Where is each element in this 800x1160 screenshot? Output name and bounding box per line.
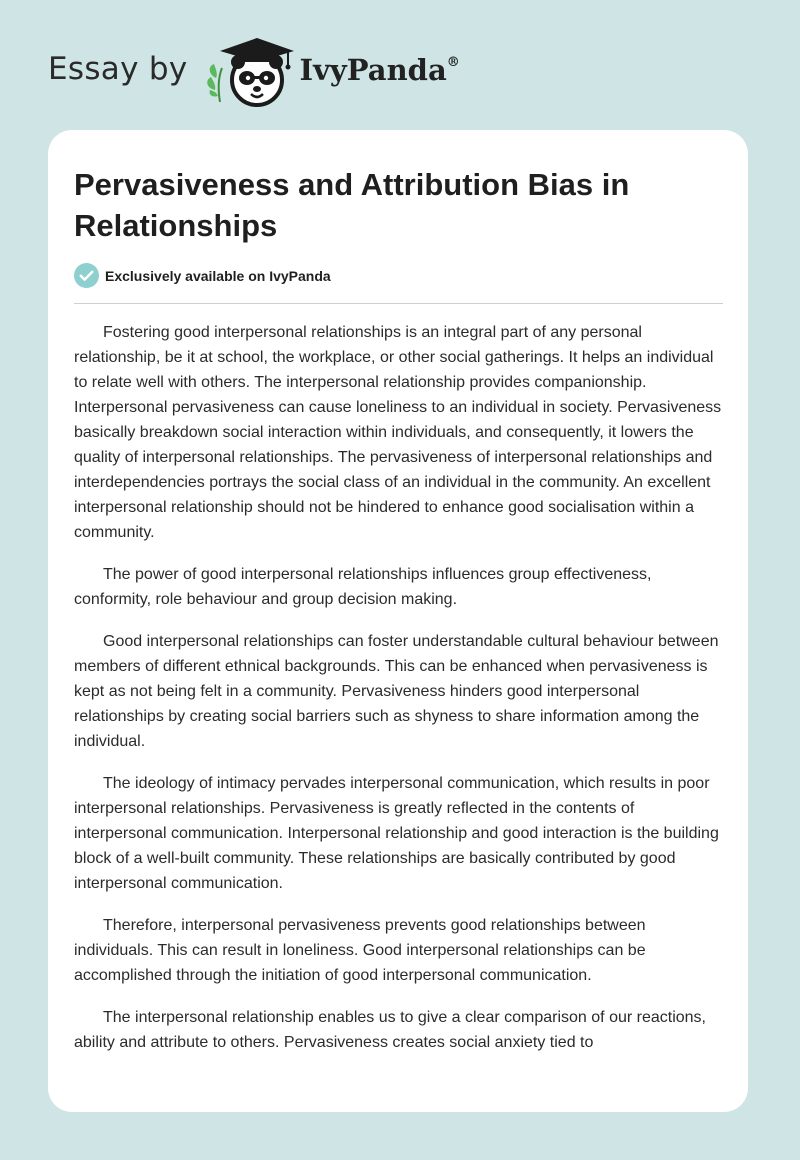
brand-name[interactable] bbox=[300, 53, 460, 87]
paragraph: Fostering good interpersonal relationships is an integral part of any personal relationship, be it at school, the workplace, or other social gatherings. It helps an individual to relate well with others. The interpersonal relationship provides companionship. Interpersonal pervasiveness can cause loneliness to an individual in society. Pervasiveness basically breakdown social interaction within individuals, and consequently, it lowers the quality of interpersonal relationships. The pervasiveness of interpersonal relationships and interdependencies portrays the social class of an individual in the community. An excellent interpersonal relationship should not be hindered to enhance good socialisation within a community. bbox=[74, 324, 722, 541]
brand-name-text: IvyPanda bbox=[299, 53, 447, 87]
essay-by-label: Essay by bbox=[48, 51, 188, 87]
paragraph: The interpersonal relationship enables us to give a clear comparison of our reactions, ability and attribute to others. Pervasiveness creates social anxiety tied to bbox=[74, 1009, 706, 1051]
paragraph: Good interpersonal relationships can foster understandable cultural behaviour between members of different ethnical backgrounds. This can be enhanced when pervasiveness is kept as not being felt in a community. Pervasiveness hinders good interpersonal relationships by creating social barriers such as shyness to share information among the individual. bbox=[74, 633, 719, 750]
paragraph: Therefore, interpersonal pervasiveness prevents good relationships between individuals. This can result in loneliness. Good interpersonal relationships can be accomplished through the initiation of good interpersonal communication. bbox=[74, 917, 646, 984]
site-header bbox=[48, 36, 460, 108]
divider bbox=[74, 303, 723, 304]
check-circle-icon bbox=[74, 263, 99, 288]
essay-body bbox=[74, 320, 726, 1072]
registered-mark: ® bbox=[446, 55, 460, 70]
exclusive-badge bbox=[74, 263, 331, 288]
essay-card bbox=[48, 130, 748, 1112]
panda-graduate-icon[interactable] bbox=[202, 34, 298, 110]
paragraph: The ideology of intimacy pervades interpersonal communication, which results in poor interpersonal relationships. Pervasiveness is greatly reflected in the contents of interpersonal communication. Interpersonal relationship and good interaction is the building block of a well-built community. These relationships are basically contributed by good interpersonal communication. bbox=[74, 775, 719, 892]
exclusive-label: Exclusively available on IvyPanda bbox=[105, 267, 331, 284]
essay-title: Pervasiveness and Attribution Bias in Relationships bbox=[74, 167, 630, 243]
paragraph: The power of good interpersonal relationships influences group effectiveness, conformity, role behaviour and group decision making. bbox=[74, 566, 652, 608]
